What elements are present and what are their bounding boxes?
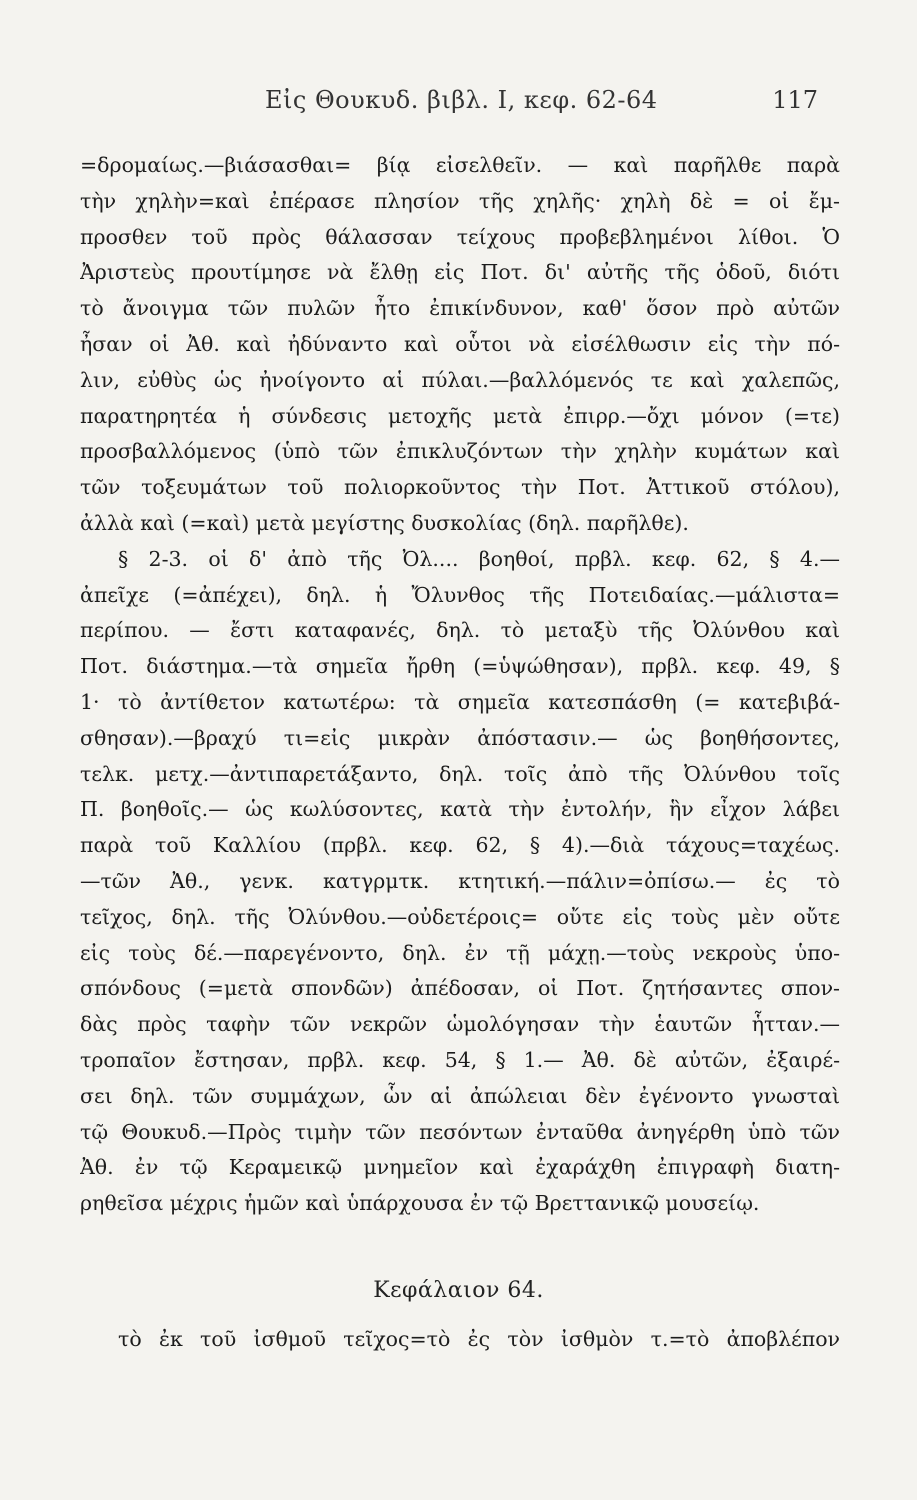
text-line: Ποτ. διάστημα.—τὰ σημεῖα ἤρθη (=ὑψώθησαν), πρβλ. κεφ. 49, § <box>80 654 840 679</box>
text-line: Π. βοηθοῖς.— ὡς κωλύσοντες, κατὰ τὴν ἐντολήν, ἣν εἶχον λάβει <box>80 797 840 822</box>
text-line: παρὰ τοῦ Καλλίου (πρβλ. κεφ. 62, § 4).—διὰ τάχους=ταχέως. <box>80 833 840 858</box>
text-line: ἀλλὰ καὶ (=καὶ) μετὰ μεγίστης δυσκολίας (δηλ. παρῆλθε). <box>80 510 689 535</box>
text-line: τὸ ἄνοιγμα τῶν πυλῶν ἦτο ἐπικίνδυνον, καθ' ὅσον πρὸ αὐτῶν <box>80 296 840 321</box>
text-line: —τῶν Ἀθ., γενκ. κατγρμτκ. κτητική.—πάλιν=ὀπίσω.— ἐς τὸ <box>80 868 840 893</box>
page-number: 117 <box>772 86 818 114</box>
running-title: Εἰς Θουκυδ. βιβλ. Ι, κεφ. 62-64 <box>265 86 658 114</box>
chapter-text <box>80 1322 840 1358</box>
text-line: Ἀθ. ἐν τῷ Κεραμεικῷ μνημεῖον καὶ ἐχαράχθη ἐπιγραφὴ διατη- <box>80 1155 840 1180</box>
chapter-heading: Κεφάλαιον 64. <box>373 1278 544 1303</box>
text-line: περίπου. — ἔστι καταφανές, δηλ. τὸ μεταξὺ τῆς Ὀλύνθου καὶ <box>80 618 840 643</box>
text-line: τῶν τοξευμάτων τοῦ πολιορκοῦντος τὴν Ποτ. Ἀττικοῦ στόλου), <box>80 475 840 500</box>
text-line: εἰς τοὺς δέ.—παρεγένοντο, δηλ. ἐν τῇ μάχῃ.—τοὺς νεκροὺς ὑπο- <box>80 940 840 965</box>
text-line: τὴν χηλὴν=καὶ ἐπέρασε πλησίον τῆς χηλῆς· χηλὴ δὲ = οἱ ἔμ- <box>80 188 840 213</box>
text-line: παρατηρητέα ἡ σύνδεσις μετοχῆς μετὰ ἐπιρρ.—ὄχι μόνον (=τε) <box>80 403 840 428</box>
text-line: 1· τὸ ἀντίθετον κατωτέρω: τὰ σημεῖα κατεσπάσθη (= κατεβιβά- <box>80 689 840 714</box>
text-line: σει δηλ. τῶν συμμάχων, ὧν αἱ ἀπώλειαι δὲν ἐγένοντο γνωσταὶ <box>80 1083 840 1108</box>
text-line: τροπαῖον ἔστησαν, πρβλ. κεφ. 54, § 1.— Ἀθ. δὲ αὐτῶν, ἐξαιρέ- <box>80 1047 840 1072</box>
text-line: προσβαλλόμενος (ὑπὸ τῶν ἐπικλυζόντων τὴν χηλὴν κυμάτων καὶ <box>80 439 840 464</box>
text-line: τελκ. μετχ.—ἀντιπαρετάξαντο, δηλ. τοῖς ἀπὸ τῆς Ὀλύνθου τοῖς <box>80 761 840 786</box>
text-line: τὸ ἐκ τοῦ ἰσθμοῦ τεῖχος=τὸ ἐς τὸν ἰσθμὸν τ.=τὸ ἀποβλέπον <box>118 1327 840 1351</box>
text-line: τῷ Θουκυδ.—Πρὸς τιμὴν τῶν πεσόντων ἐνταῦθα ἀνηγέρθη ὑπὸ τῶν <box>80 1119 840 1144</box>
text-line: δὰς πρὸς ταφὴν τῶν νεκρῶν ὡμολόγησαν τὴν ἑαυτῶν ἧτταν.— <box>80 1012 840 1037</box>
text-line: =δρομαίως.—βιάσασθαι= βίᾳ εἰσελθεῖν. — καὶ παρῆλθε παρὰ <box>80 153 840 177</box>
text-line: § 2-3. οἱ δ' ἀπὸ τῆς Ὀλ.... βοηθοί, πρβλ. κεφ. 62, § 4.— <box>118 546 840 571</box>
text-line: λιν, εὐθὺς ὡς ἠνοίγοντο αἱ πύλαι.—βαλλόμενός τε καὶ χαλεπῶς, <box>80 367 840 392</box>
text-line: ἀπεῖχε (=ἀπέχει), δηλ. ἡ Ὄλυνθος τῆς Ποτειδαίας.—μάλιστα= <box>80 582 840 607</box>
text-line: σθησαν).—βραχύ τι=εἰς μικρὰν ἀπόστασιν.— ὡς βοηθήσοντες, <box>80 725 840 750</box>
commentary-text <box>80 148 840 1222</box>
text-line: τεῖχος, δηλ. τῆς Ὀλύνθου.—οὐδετέροις= οὔτε εἰς τοὺς μὲν οὔτε <box>80 904 840 929</box>
text-line: ρηθεῖσα μέχρις ἡμῶν καὶ ὑπάρχουσα ἐν τῷ Βρεττανικῷ μουσείῳ. <box>80 1191 760 1216</box>
text-line: προσθεν τοῦ πρὸς θάλασσαν τείχους προβεβλημένοι λίθοι. Ὁ <box>80 224 840 249</box>
text-line: ἦσαν οἱ Ἀθ. καὶ ἠδύναντο καὶ οὗτοι νὰ εἰσέλθωσιν εἰς τὴν πό- <box>80 331 840 356</box>
running-header <box>80 86 830 122</box>
text-line: σπόνδους (=μετὰ σπονδῶν) ἀπέδοσαν, οἱ Ποτ. ζητήσαντες σπον- <box>80 976 840 1001</box>
text-line: Ἀριστεὺς προυτίμησε νὰ ἔλθῃ εἰς Ποτ. δι' αὐτῆς τῆς ὁδοῦ, διότι <box>80 260 840 285</box>
